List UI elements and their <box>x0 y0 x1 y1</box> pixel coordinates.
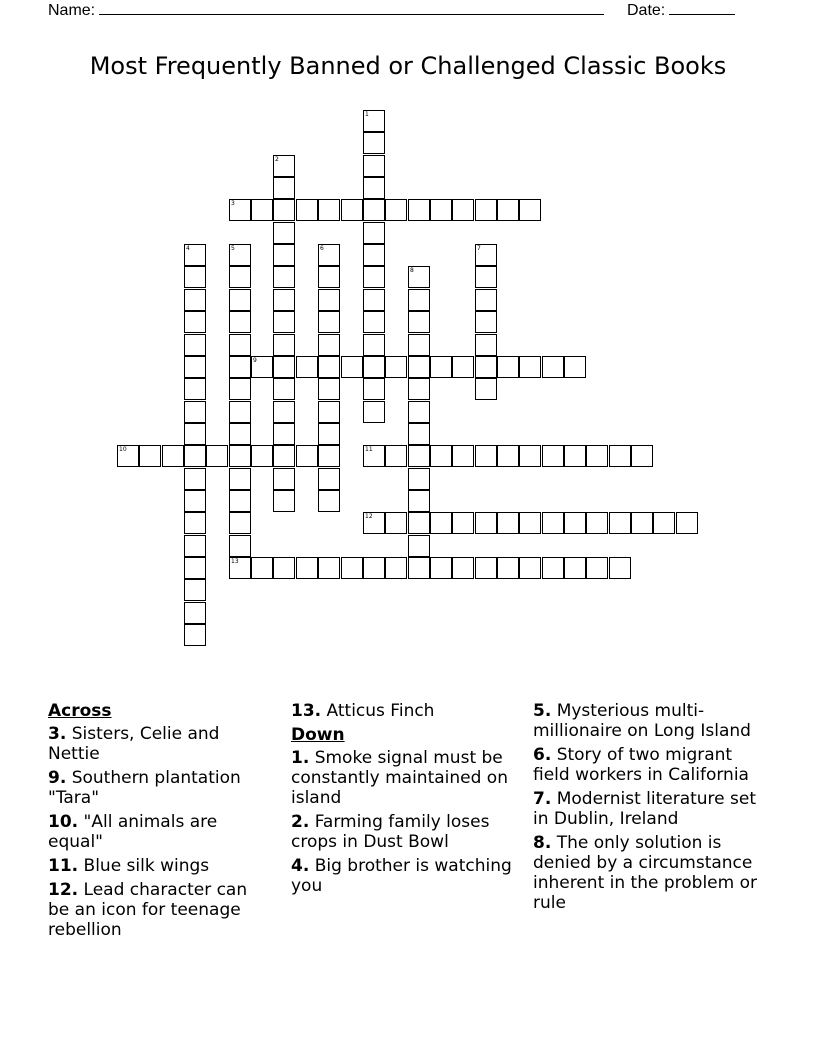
clue-down-1: 1. Smoke signal must be constantly maintained on island <box>291 748 508 808</box>
grid-cell[interactable] <box>363 557 385 579</box>
grid-cell[interactable] <box>184 244 206 266</box>
grid-cell[interactable] <box>475 512 497 534</box>
grid-cell[interactable] <box>452 512 474 534</box>
grid-cell[interactable] <box>609 445 631 467</box>
grid-cell[interactable] <box>184 289 206 311</box>
grid-cell[interactable] <box>586 445 608 467</box>
grid-cell[interactable] <box>184 334 206 356</box>
grid-cell[interactable] <box>162 445 184 467</box>
grid-cell[interactable] <box>363 445 385 467</box>
clue-across-13: 13. Atticus Finch <box>291 701 435 721</box>
grid-cell[interactable] <box>676 512 698 534</box>
grid-cell[interactable] <box>475 378 497 400</box>
grid-cell[interactable] <box>408 535 430 557</box>
grid-cell[interactable] <box>206 445 228 467</box>
grid-cell[interactable] <box>609 512 631 534</box>
grid-cell[interactable] <box>184 624 206 646</box>
grid-cell[interactable] <box>408 378 430 400</box>
grid-cell[interactable] <box>542 356 564 378</box>
grid-cell[interactable] <box>229 334 251 356</box>
grid-cell[interactable] <box>273 266 295 288</box>
grid-cell[interactable] <box>251 199 273 221</box>
grid-cell[interactable] <box>452 445 474 467</box>
grid-cell[interactable] <box>184 311 206 333</box>
grid-cell[interactable] <box>363 132 385 154</box>
grid-cell[interactable] <box>273 311 295 333</box>
down-heading: Down <box>291 725 345 745</box>
grid-cell[interactable] <box>273 244 295 266</box>
clues-column-3 <box>533 701 773 917</box>
clues-column-2 <box>291 701 526 900</box>
grid-cell[interactable] <box>318 490 340 512</box>
grid-cell[interactable] <box>184 445 206 467</box>
grid-cell[interactable] <box>273 445 295 467</box>
grid-cell[interactable] <box>184 535 206 557</box>
grid-cell[interactable] <box>273 490 295 512</box>
clues-column-1 <box>48 701 273 944</box>
grid-cell[interactable] <box>229 423 251 445</box>
cell-number: 9 <box>253 357 257 364</box>
grid-cell[interactable] <box>408 401 430 423</box>
grid-cell[interactable] <box>318 423 340 445</box>
grid-cell[interactable] <box>296 199 318 221</box>
grid-cell[interactable] <box>408 266 430 288</box>
clue-down-8: 8. The only solution is denied by a circumstance inherent in the problem or rule <box>533 833 757 913</box>
grid-cell[interactable] <box>475 356 497 378</box>
clue-down-4: 4. Big brother is watching you <box>291 856 512 896</box>
grid-cell[interactable] <box>452 557 474 579</box>
grid-cell[interactable] <box>251 356 273 378</box>
grid-cell[interactable] <box>318 557 340 579</box>
grid-cell[interactable] <box>609 557 631 579</box>
clue-down-2: 2. Farming family loses crops in Dust Bowl <box>291 812 490 852</box>
grid-cell[interactable] <box>229 468 251 490</box>
grid-cell[interactable] <box>497 356 519 378</box>
grid-cell[interactable] <box>408 490 430 512</box>
grid-cell[interactable] <box>408 334 430 356</box>
clue-across-11: 11. Blue silk wings <box>48 856 210 876</box>
grid-cell[interactable] <box>475 334 497 356</box>
grid-cell[interactable] <box>273 468 295 490</box>
cell-number: 11 <box>365 446 373 453</box>
grid-cell[interactable] <box>318 401 340 423</box>
clue-across-9: 9. Southern plantation "Tara" <box>48 768 241 808</box>
grid-cell[interactable] <box>475 557 497 579</box>
grid-cell[interactable] <box>273 199 295 221</box>
grid-cell[interactable] <box>184 602 206 624</box>
grid-cell[interactable] <box>229 378 251 400</box>
grid-cell[interactable] <box>184 468 206 490</box>
grid-cell[interactable] <box>251 557 273 579</box>
grid-cell[interactable] <box>273 356 295 378</box>
cell-number: 12 <box>365 513 373 520</box>
clue-down-6: 6. Story of two migrant field workers in California <box>533 745 749 785</box>
grid-cell[interactable] <box>564 445 586 467</box>
grid-cell[interactable] <box>229 401 251 423</box>
grid-cell[interactable] <box>273 557 295 579</box>
grid-cell[interactable] <box>229 289 251 311</box>
clue-down-7: 7. Modernist literature set in Dublin, Ireland <box>533 789 757 829</box>
grid-cell[interactable] <box>408 199 430 221</box>
date-label: Date: <box>627 2 666 19</box>
grid-cell[interactable] <box>519 356 541 378</box>
grid-cell[interactable] <box>385 356 407 378</box>
grid-cell[interactable] <box>318 311 340 333</box>
grid-cell[interactable] <box>273 177 295 199</box>
grid-cell[interactable] <box>408 289 430 311</box>
grid-cell[interactable] <box>408 445 430 467</box>
grid-cell[interactable] <box>318 468 340 490</box>
grid-cell[interactable] <box>363 401 385 423</box>
grid-cell[interactable] <box>318 199 340 221</box>
grid-cell[interactable] <box>229 445 251 467</box>
grid-cell[interactable] <box>452 199 474 221</box>
cell-number: 2 <box>275 156 279 163</box>
grid-cell[interactable] <box>341 356 363 378</box>
grid-cell[interactable] <box>184 356 206 378</box>
grid-cell[interactable] <box>363 378 385 400</box>
grid-cell[interactable] <box>296 445 318 467</box>
clue-down-5: 5. Mysterious multi-millionaire on Long Island <box>533 701 751 741</box>
grid-cell[interactable] <box>363 266 385 288</box>
grid-cell[interactable] <box>184 557 206 579</box>
grid-cell[interactable] <box>229 266 251 288</box>
grid-cell[interactable] <box>430 512 452 534</box>
grid-cell[interactable] <box>341 557 363 579</box>
grid-cell[interactable] <box>184 401 206 423</box>
grid-cell[interactable] <box>363 199 385 221</box>
clue-across-3: 3. Sisters, Celie and Nettie <box>48 724 220 764</box>
grid-cell[interactable] <box>318 334 340 356</box>
grid-cell[interactable] <box>273 401 295 423</box>
cell-number: 4 <box>186 245 190 252</box>
grid-cell[interactable] <box>184 423 206 445</box>
grid-cell[interactable] <box>184 490 206 512</box>
grid-cell[interactable] <box>229 311 251 333</box>
grid-cell[interactable] <box>318 445 340 467</box>
grid-cell[interactable] <box>519 512 541 534</box>
grid-cell[interactable] <box>475 244 497 266</box>
grid-cell[interactable] <box>273 222 295 244</box>
grid-cell[interactable] <box>430 445 452 467</box>
grid-cell[interactable] <box>475 289 497 311</box>
grid-cell[interactable] <box>519 199 541 221</box>
grid-cell[interactable] <box>631 445 653 467</box>
grid-cell[interactable] <box>385 512 407 534</box>
grid-cell[interactable] <box>542 557 564 579</box>
grid-cell[interactable] <box>475 445 497 467</box>
grid-cell[interactable] <box>318 266 340 288</box>
grid-cell[interactable] <box>497 445 519 467</box>
cell-number: 5 <box>231 245 235 252</box>
grid-cell[interactable] <box>408 311 430 333</box>
grid-cell[interactable] <box>341 199 363 221</box>
grid-cell[interactable] <box>229 490 251 512</box>
grid-cell[interactable] <box>229 512 251 534</box>
grid-cell[interactable] <box>363 334 385 356</box>
cell-number: 13 <box>231 558 239 565</box>
clue-across-10: 10. "All animals are equal" <box>48 812 218 852</box>
grid-cell[interactable] <box>229 557 251 579</box>
cell-number: 1 <box>365 111 369 118</box>
grid-cell[interactable] <box>564 512 586 534</box>
grid-cell[interactable] <box>318 378 340 400</box>
grid-cell[interactable] <box>363 155 385 177</box>
grid-cell[interactable] <box>318 289 340 311</box>
grid-cell[interactable] <box>586 512 608 534</box>
grid-cell[interactable] <box>296 356 318 378</box>
grid-cell[interactable] <box>430 199 452 221</box>
grid-cell[interactable] <box>318 356 340 378</box>
grid-cell[interactable] <box>542 512 564 534</box>
grid-cell[interactable] <box>385 199 407 221</box>
grid-cell[interactable] <box>519 445 541 467</box>
grid-cell[interactable] <box>229 356 251 378</box>
cell-number: 8 <box>410 267 414 274</box>
grid-cell[interactable] <box>497 199 519 221</box>
grid-cell[interactable] <box>542 445 564 467</box>
grid-cell[interactable] <box>408 557 430 579</box>
grid-cell[interactable] <box>184 579 206 601</box>
grid-cell[interactable] <box>653 512 675 534</box>
cell-number: 10 <box>119 446 127 453</box>
grid-cell[interactable] <box>385 557 407 579</box>
grid-cell[interactable] <box>408 423 430 445</box>
grid-cell[interactable] <box>273 155 295 177</box>
grid-cell[interactable] <box>430 557 452 579</box>
grid-cell[interactable] <box>497 557 519 579</box>
grid-cell[interactable] <box>586 557 608 579</box>
grid-cell[interactable] <box>475 199 497 221</box>
grid-cell[interactable] <box>452 356 474 378</box>
grid-cell[interactable] <box>475 311 497 333</box>
grid-cell[interactable] <box>430 356 452 378</box>
name-label: Name: <box>48 2 96 19</box>
grid-cell[interactable] <box>564 356 586 378</box>
grid-cell[interactable] <box>184 378 206 400</box>
grid-cell[interactable] <box>139 445 161 467</box>
grid-cell[interactable] <box>385 445 407 467</box>
grid-cell[interactable] <box>184 512 206 534</box>
grid-cell[interactable] <box>363 222 385 244</box>
grid-cell[interactable] <box>229 244 251 266</box>
page-title: Most Frequently Banned or Challenged Classic Books <box>89 52 727 80</box>
grid-cell[interactable] <box>273 423 295 445</box>
grid-cell[interactable] <box>475 266 497 288</box>
grid-cell[interactable] <box>631 512 653 534</box>
grid-cell[interactable] <box>363 110 385 132</box>
grid-cell[interactable] <box>408 356 430 378</box>
grid-cell[interactable] <box>251 445 273 467</box>
grid-cell[interactable] <box>318 244 340 266</box>
grid-cell[interactable] <box>363 177 385 199</box>
grid-cell[interactable] <box>363 512 385 534</box>
grid-cell[interactable] <box>273 378 295 400</box>
grid-cell[interactable] <box>273 334 295 356</box>
grid-cell[interactable] <box>363 289 385 311</box>
grid-cell[interactable] <box>363 244 385 266</box>
cell-number: 3 <box>231 200 235 207</box>
grid-cell[interactable] <box>408 468 430 490</box>
grid-cell[interactable] <box>229 535 251 557</box>
grid-cell[interactable] <box>273 289 295 311</box>
grid-cell[interactable] <box>229 199 251 221</box>
across-heading: Across <box>48 701 112 721</box>
grid-cell[interactable] <box>117 445 139 467</box>
grid-cell[interactable] <box>408 512 430 534</box>
cell-number: 6 <box>320 245 324 252</box>
grid-cell[interactable] <box>184 266 206 288</box>
grid-cell[interactable] <box>564 557 586 579</box>
cell-number: 7 <box>477 245 481 252</box>
clue-across-12: 12. Lead character can be an icon for teenage rebellion <box>48 880 248 940</box>
grid-cell[interactable] <box>296 557 318 579</box>
grid-cell[interactable] <box>363 356 385 378</box>
grid-cell[interactable] <box>497 512 519 534</box>
grid-cell[interactable] <box>519 557 541 579</box>
grid-cell[interactable] <box>363 311 385 333</box>
